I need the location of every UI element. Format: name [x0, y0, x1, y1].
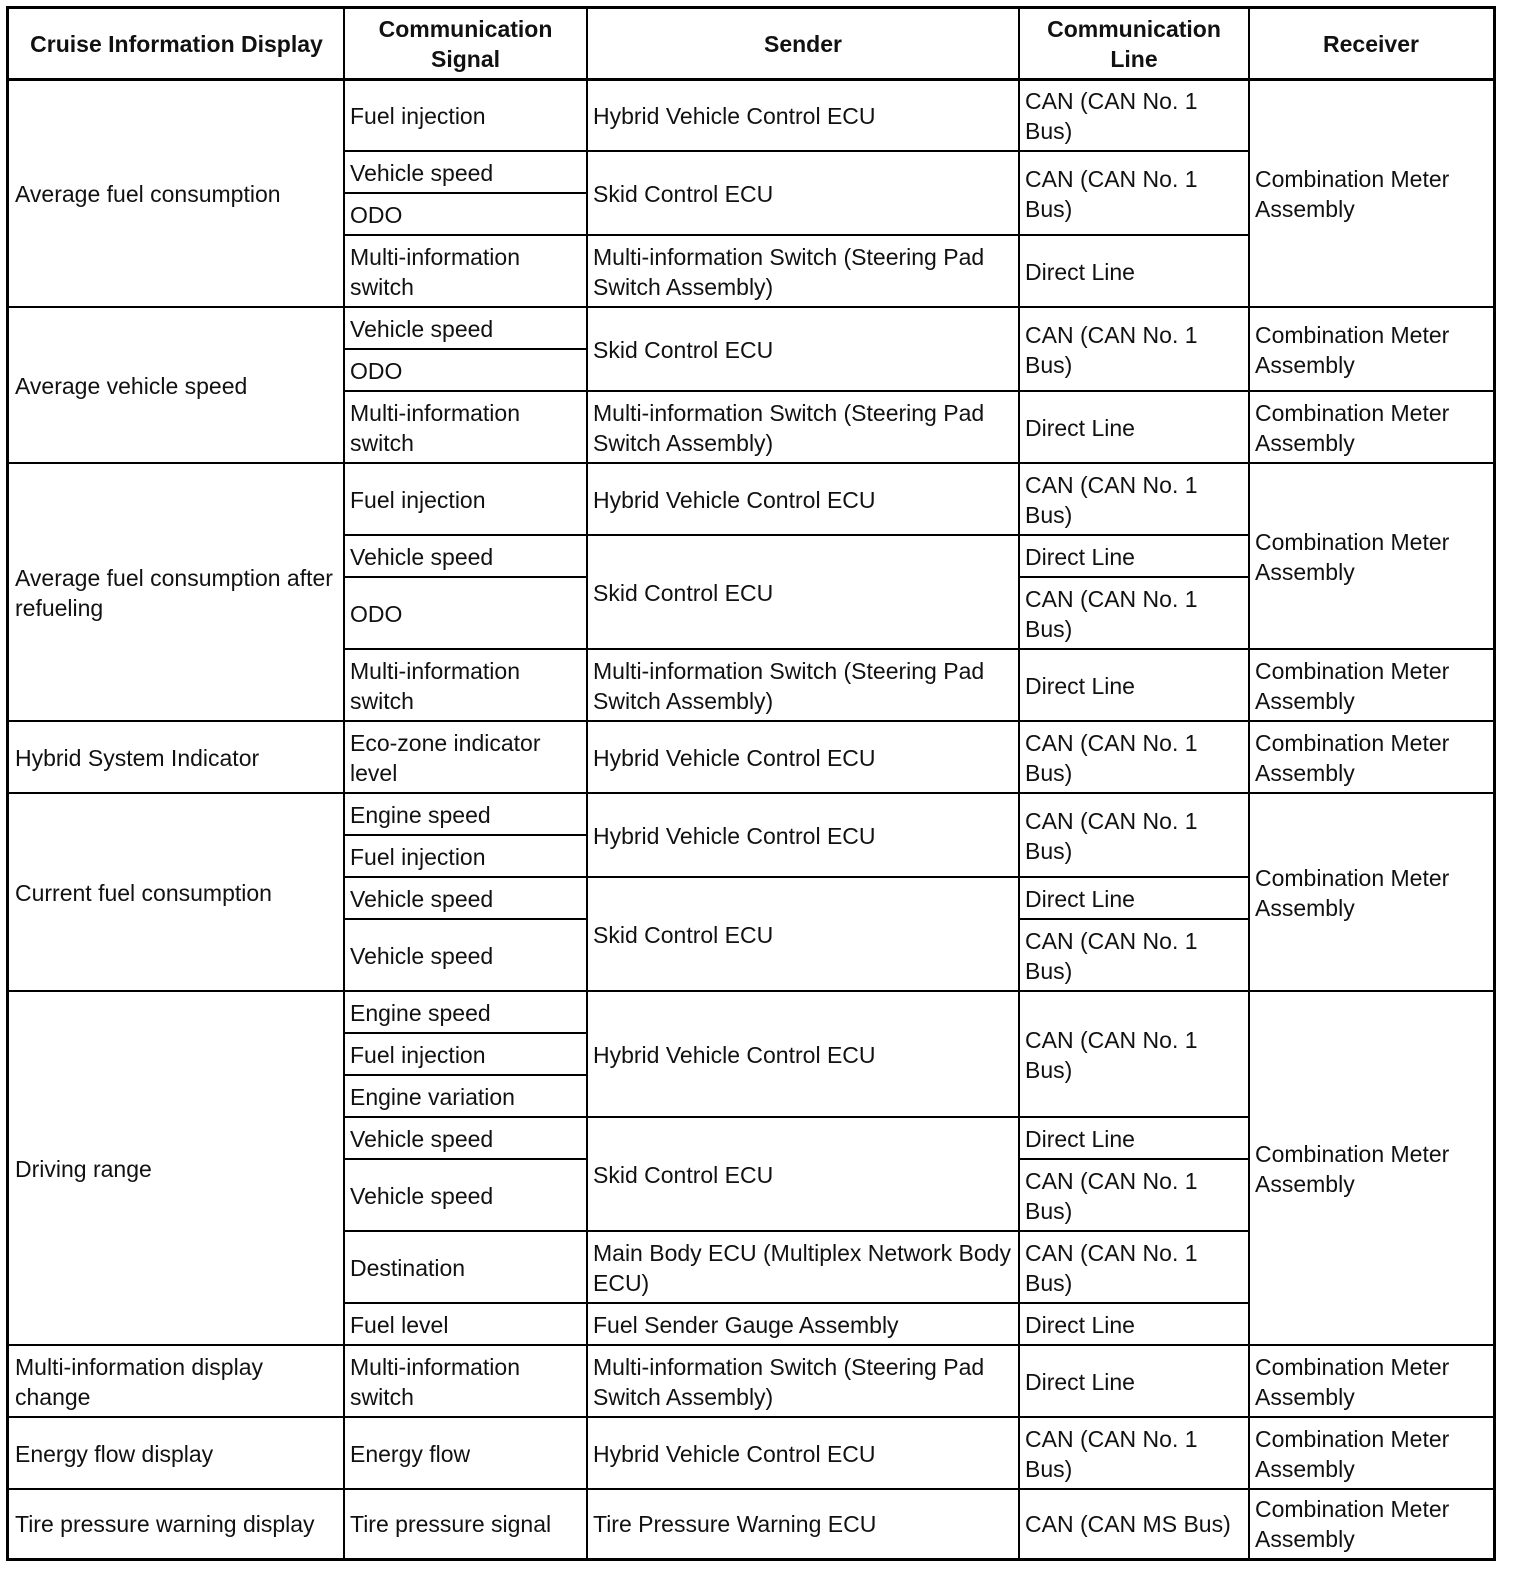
row-divider: [344, 876, 1249, 878]
receiver-cell: Combination Meter Assembly: [1255, 399, 1450, 456]
signal-cell: Engine speed: [350, 801, 491, 828]
line-cell: Direct Line: [1025, 543, 1135, 570]
signal-cell: Destination: [350, 1254, 466, 1281]
sender-cell: Hybrid Vehicle Control ECU: [593, 486, 876, 513]
display-cell: Average fuel consumption after refueling: [15, 564, 333, 621]
line-cell: CAN (CAN No. 1 Bus): [1025, 585, 1198, 642]
receiver-cell: Combination Meter Assembly: [1255, 657, 1450, 714]
signal-cell: Fuel injection: [350, 1041, 486, 1068]
row-divider: [1019, 918, 1249, 920]
row-divider: [344, 918, 587, 920]
row-divider: [344, 234, 1249, 236]
row-divider: [344, 834, 587, 836]
sender-cell: Skid Control ECU: [593, 579, 774, 606]
sender-cell: Hybrid Vehicle Control ECU: [593, 1041, 876, 1068]
receiver-cell: Combination Meter Assembly: [1255, 1353, 1450, 1410]
signal-cell: Engine speed: [350, 999, 491, 1026]
receiver-cell: Combination Meter Assembly: [1255, 729, 1450, 786]
row-divider: [344, 1158, 587, 1160]
display-cell: Energy flow display: [15, 1440, 214, 1467]
line-cell: CAN (CAN No. 1 Bus): [1025, 321, 1198, 378]
header-receiver: Receiver: [1323, 31, 1419, 57]
line-cell: CAN (CAN No. 1 Bus): [1025, 87, 1198, 144]
receiver-cell: Combination Meter Assembly: [1255, 321, 1450, 378]
row-divider: [344, 1230, 1249, 1232]
column-divider: [1018, 9, 1020, 1558]
row-divider: [344, 576, 587, 578]
signal-cell: Vehicle speed: [350, 885, 494, 912]
line-cell: Direct Line: [1025, 1125, 1135, 1152]
sender-cell: Main Body ECU (Multiplex Network Body ECU): [593, 1239, 1011, 1296]
row-divider: [9, 792, 1493, 794]
row-divider: [344, 348, 587, 350]
sender-cell: Skid Control ECU: [593, 336, 774, 363]
sender-cell: Skid Control ECU: [593, 180, 774, 207]
sender-cell: Multi-information Switch (Steering Pad Switch Assembly): [593, 657, 985, 714]
display-cell: Average vehicle speed: [15, 372, 248, 399]
line-cell: Direct Line: [1025, 672, 1135, 699]
row-divider: [344, 150, 1249, 152]
sender-cell: Multi-information Switch (Steering Pad Switch Assembly): [593, 243, 985, 300]
signal-cell: Fuel injection: [350, 486, 486, 513]
line-cell: CAN (CAN No. 1 Bus): [1025, 1026, 1198, 1083]
signal-cell: Multi-information switch: [350, 1353, 520, 1410]
row-divider: [9, 306, 1493, 308]
row-divider: [344, 534, 1249, 536]
line-cell: Direct Line: [1025, 885, 1135, 912]
sender-cell: Skid Control ECU: [593, 921, 774, 948]
sender-cell: Hybrid Vehicle Control ECU: [593, 822, 876, 849]
signal-cell: Eco-zone indicator level: [350, 729, 541, 786]
signal-cell: Vehicle speed: [350, 315, 494, 342]
receiver-cell: Combination Meter Assembly: [1255, 864, 1450, 921]
sender-cell: Hybrid Vehicle Control ECU: [593, 1440, 876, 1467]
signal-table: [6, 6, 1496, 1561]
line-cell: Direct Line: [1025, 1311, 1135, 1338]
row-divider: [344, 1074, 587, 1076]
sender-cell: Fuel Sender Gauge Assembly: [593, 1311, 899, 1338]
row-divider: [344, 1302, 1249, 1304]
header-sender: Sender: [764, 31, 842, 57]
display-cell: Average fuel consumption: [15, 180, 281, 207]
display-cell: Multi-information display change: [15, 1353, 263, 1410]
sender-cell: Skid Control ECU: [593, 1161, 774, 1188]
line-cell: CAN (CAN No. 1 Bus): [1025, 1239, 1198, 1296]
row-divider: [9, 1416, 1493, 1418]
row-divider: [9, 1344, 1493, 1346]
line-cell: Direct Line: [1025, 414, 1135, 441]
signal-cell: Vehicle speed: [350, 942, 494, 969]
signal-cell: ODO: [350, 357, 403, 384]
line-cell: CAN (CAN No. 1 Bus): [1025, 729, 1198, 786]
display-cell: Current fuel consumption: [15, 879, 272, 906]
receiver-cell: Combination Meter Assembly: [1255, 528, 1450, 585]
column-divider: [343, 9, 345, 1558]
signal-cell: ODO: [350, 600, 403, 627]
row-divider: [344, 1032, 587, 1034]
line-cell: CAN (CAN No. 1 Bus): [1025, 927, 1198, 984]
sender-cell: Multi-information Switch (Steering Pad Switch Assembly): [593, 399, 985, 456]
sender-cell: Tire Pressure Warning ECU: [593, 1511, 877, 1537]
line-cell: CAN (CAN No. 1 Bus): [1025, 165, 1198, 222]
line-cell: CAN (CAN No. 1 Bus): [1025, 471, 1198, 528]
row-divider: [9, 1488, 1493, 1490]
row-divider: [344, 1116, 1249, 1118]
line-cell: CAN (CAN No. 1 Bus): [1025, 1425, 1198, 1482]
display-cell: Tire pressure warning display: [15, 1511, 315, 1537]
sender-cell: Hybrid Vehicle Control ECU: [593, 744, 876, 771]
signal-cell: ODO: [350, 201, 403, 228]
sender-cell: Multi-information Switch (Steering Pad Switch Assembly): [593, 1353, 985, 1410]
signal-cell: Fuel level: [350, 1311, 449, 1338]
line-cell: Direct Line: [1025, 1368, 1135, 1395]
signal-cell: Vehicle speed: [350, 159, 494, 186]
display-cell: Driving range: [15, 1155, 152, 1182]
row-divider: [344, 192, 587, 194]
header-signal: Communication Signal: [378, 16, 553, 72]
line-cell: CAN (CAN No. 1 Bus): [1025, 1167, 1198, 1224]
line-cell: CAN (CAN MS Bus): [1025, 1511, 1231, 1537]
column-divider: [586, 9, 588, 1558]
receiver-cell: Combination Meter Assembly: [1255, 165, 1450, 222]
signal-cell: Multi-information switch: [350, 399, 520, 456]
signal-cell: Multi-information switch: [350, 243, 520, 300]
signal-cell: Vehicle speed: [350, 1182, 494, 1209]
row-divider: [344, 648, 1493, 650]
row-divider: [1019, 1158, 1249, 1160]
receiver-cell: Combination Meter Assembly: [1255, 1425, 1450, 1482]
signal-cell: Tire pressure signal: [350, 1511, 552, 1537]
row-divider: [344, 390, 1493, 392]
display-cell: Hybrid System Indicator: [15, 744, 260, 771]
receiver-cell: Combination Meter Assembly: [1255, 1140, 1450, 1197]
signal-cell: Vehicle speed: [350, 543, 494, 570]
signal-cell: Fuel injection: [350, 102, 486, 129]
row-divider: [9, 990, 1493, 992]
header-rule: [9, 78, 1493, 81]
row-divider: [1019, 576, 1249, 578]
line-cell: Direct Line: [1025, 258, 1135, 285]
signal-cell: Engine variation: [350, 1083, 515, 1110]
sender-cell: Hybrid Vehicle Control ECU: [593, 102, 876, 129]
row-divider: [9, 462, 1493, 464]
signal-cell: Fuel injection: [350, 843, 486, 870]
receiver-cell: Combination Meter Assembly: [1255, 1496, 1450, 1552]
signal-cell: Vehicle speed: [350, 1125, 494, 1152]
line-cell: CAN (CAN No. 1 Bus): [1025, 807, 1198, 864]
row-divider: [9, 720, 1493, 722]
header-display: Cruise Information Display: [30, 31, 323, 57]
signal-cell: Multi-information switch: [350, 657, 520, 714]
header-line: Communication Line: [1047, 16, 1221, 72]
column-divider: [1248, 9, 1250, 1558]
signal-cell: Energy flow: [350, 1440, 471, 1467]
